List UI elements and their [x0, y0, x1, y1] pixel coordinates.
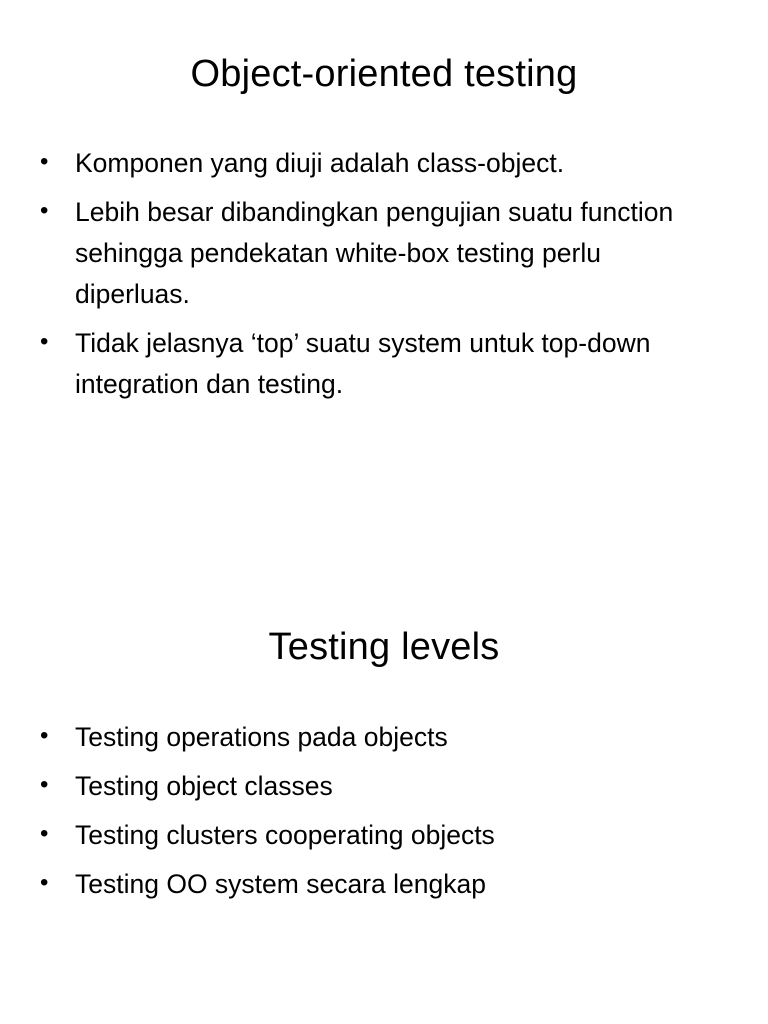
bullet-text: Testing clusters cooperating objects [75, 820, 495, 850]
bullet-text: Testing object classes [75, 771, 333, 801]
slide-testing-levels [0, 578, 768, 1024]
bullet-text: Testing operations pada objects [75, 722, 448, 752]
bullet-icon: • [40, 869, 49, 896]
bullet-text: Tidak jelasnya ‘top’ suatu system untuk top-down integration dan testing. [75, 328, 651, 399]
bullet-text: Lebih besar dibandingkan pengujian suatu function sehingga pendekatan white-box testing perlu diperluas. [75, 197, 674, 309]
bullet-icon: • [40, 771, 49, 798]
bullet-icon: • [40, 328, 49, 355]
bullet-icon: • [40, 820, 49, 847]
bullet-item [40, 815, 700, 856]
bullet-item [40, 192, 700, 315]
bullet-item [40, 143, 700, 184]
bullet-item [40, 323, 700, 405]
bullet-list [40, 143, 700, 413]
bullet-item [40, 864, 700, 905]
bullet-item [40, 766, 700, 807]
bullet-list [40, 717, 700, 913]
slide-title: Object-oriented testing [190, 53, 578, 95]
bullet-icon: • [40, 148, 49, 175]
bullet-text: Komponen yang diuji adalah class-object. [75, 148, 565, 178]
bullet-icon: • [40, 197, 49, 224]
slide-title: Testing levels [268, 626, 500, 668]
bullet-icon: • [40, 722, 49, 749]
bullet-text: Testing OO system secara lengkap [75, 869, 486, 899]
bullet-item [40, 717, 700, 758]
